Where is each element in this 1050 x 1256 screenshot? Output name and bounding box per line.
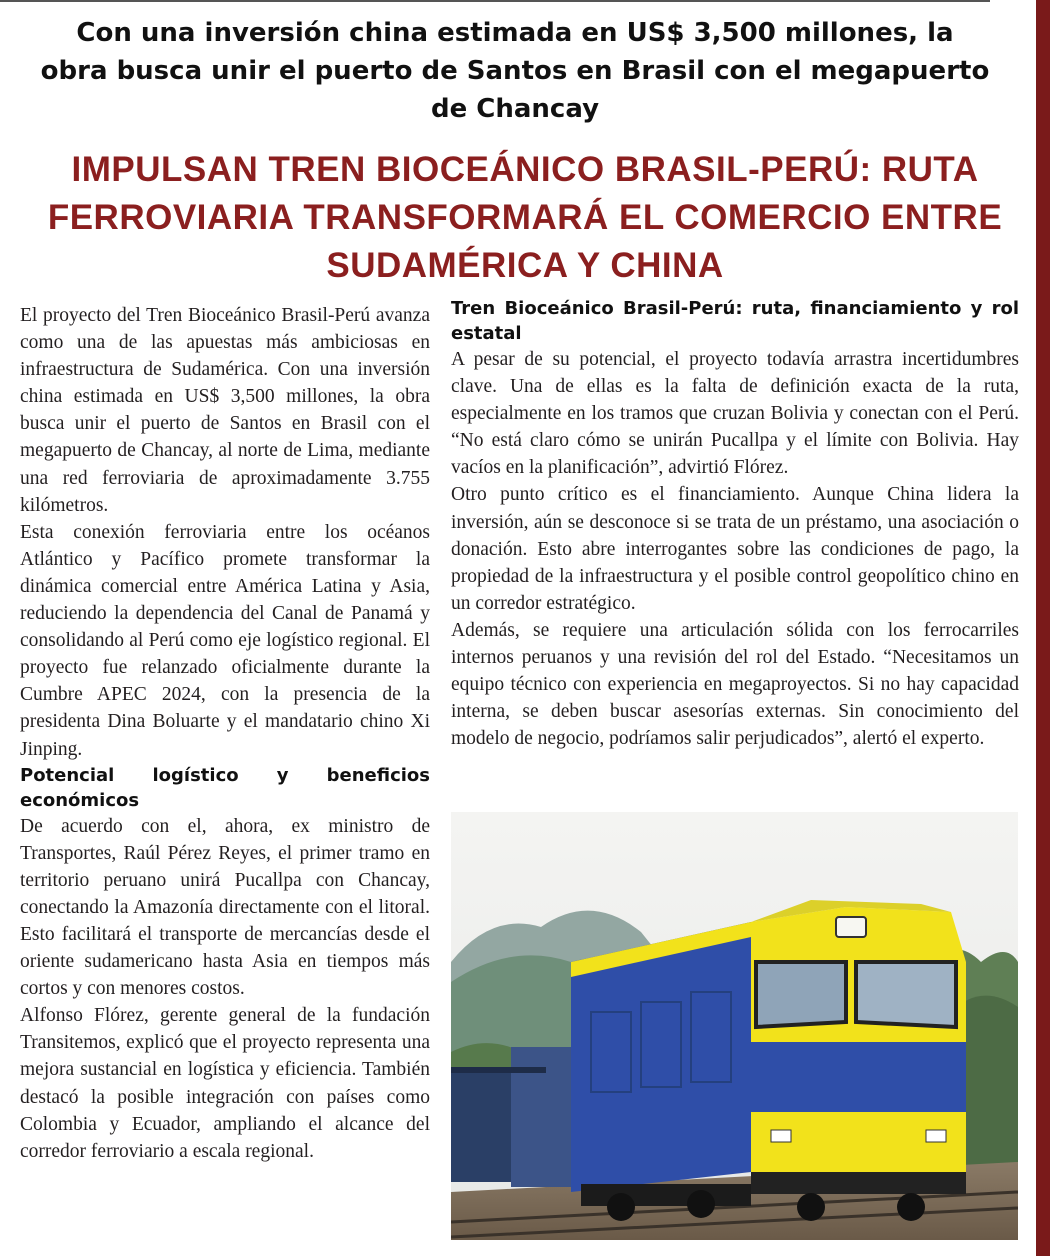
article-headline: IMPULSAN TREN BIOCEÁNICO BRASIL-PERÚ: RUTA FERROVIARIA TRANSFORMARÁ EL COMERCIO ENTRE SUDAMÉRICA Y CHINA <box>47 150 1003 285</box>
page-edge-bar <box>1036 0 1050 1256</box>
left-section-heading: Potencial logístico y beneficios económicos <box>20 764 430 811</box>
right-paragraph-1: A pesar de su potencial, el proyecto todavía arrastra incertidumbres clave. Una de ellas es la falta de definición exacta de la ruta, especialmente en los tramos que cruzan Bolivia y conectan con el Perú. “No está claro cómo se unirán Pucallpa y el límite con Bolivia. Hay vacíos en la planificación”, advirtió Flórez. <box>451 349 1019 479</box>
left-paragraph-1: El proyecto del Tren Bioceánico Brasil-Perú avanza como una de las apuestas más ambiciosas en infraestructura de Sudamérica. Con una inversión china estimada en US$ 3,500 millones, la obra busca unir el puerto de Santos en Brasil con el megapuerto de Chancay, al norte de Lima, mediante una red ferroviaria de aproximadamente 3.755 kilómetros. <box>20 305 430 516</box>
top-rule <box>0 0 990 2</box>
left-paragraph-3: De acuerdo con el, ahora, ex ministro de Transportes, Raúl Pérez Reyes, el primer tramo en territorio peruano unirá Pucallpa con Chancay, conectando la Amazonía directamente con el litoral. Esto facilitará el transporte de mercancías desde el oriente sudamericano hasta Asia en tiempos más cortos y con menores costos. <box>20 815 430 1000</box>
train-photo <box>451 812 1018 1240</box>
locomotive-illustration <box>451 812 1018 1240</box>
right-paragraph-3: Además, se requiere una articulación sólida con los ferrocarriles internos peruanos y una revisión del rol del Estado. “Necesitamos un equipo técnico con experiencia en megaproyectos. Si no hay capacidad interna, se deben buscar asesorías externas. Sin conocimiento del modelo de negocio, podríamos salir perjudicados”, alertó el experto. <box>451 619 1019 750</box>
left-paragraph-4: Alfonso Flórez, gerente general de la fundación Transitemos, explicó que el proyecto representa una mejora sustancial en logística y eficiencia. También destacó la posible integración con países como Colombia y Ecuador, ampliando el alcance del corredor ferroviario a escala regional. <box>20 1005 430 1162</box>
right-paragraph-2: Otro punto crítico es el financiamiento. Aunque China lidera la inversión, aún se desconoce si se trata de un préstamo, una asociación o donación. Esto abre interrogantes sobre las condiciones de pago, la propiedad de la infraestructura y el posible control geopolítico chino en un corredor estratégico. <box>451 484 1019 614</box>
right-column <box>451 296 1019 752</box>
right-section-heading: Tren Bioceánico Brasil-Perú: ruta, financiamiento y rol estatal <box>451 298 1019 344</box>
left-column <box>20 302 430 1165</box>
left-paragraph-2: Esta conexión ferroviaria entre los océanos Atlántico y Pacífico promete transformar la dinámica comercial entre América Latina y Asia, reduciendo la dependencia del Canal de Panamá y consolidando al Perú como eje logístico regional. El proyecto fue relanzado oficialmente durante la Cumbre APEC 2024, con la presencia de la presidenta Dina Boluarte y el mandatario chino Xi Jinping. <box>20 521 430 760</box>
article-subhead: Con una inversión china estimada en US$ 3,500 millones, la obra busca unir el puerto de Santos en Brasil con el megapuerto de Chancay <box>40 18 990 124</box>
